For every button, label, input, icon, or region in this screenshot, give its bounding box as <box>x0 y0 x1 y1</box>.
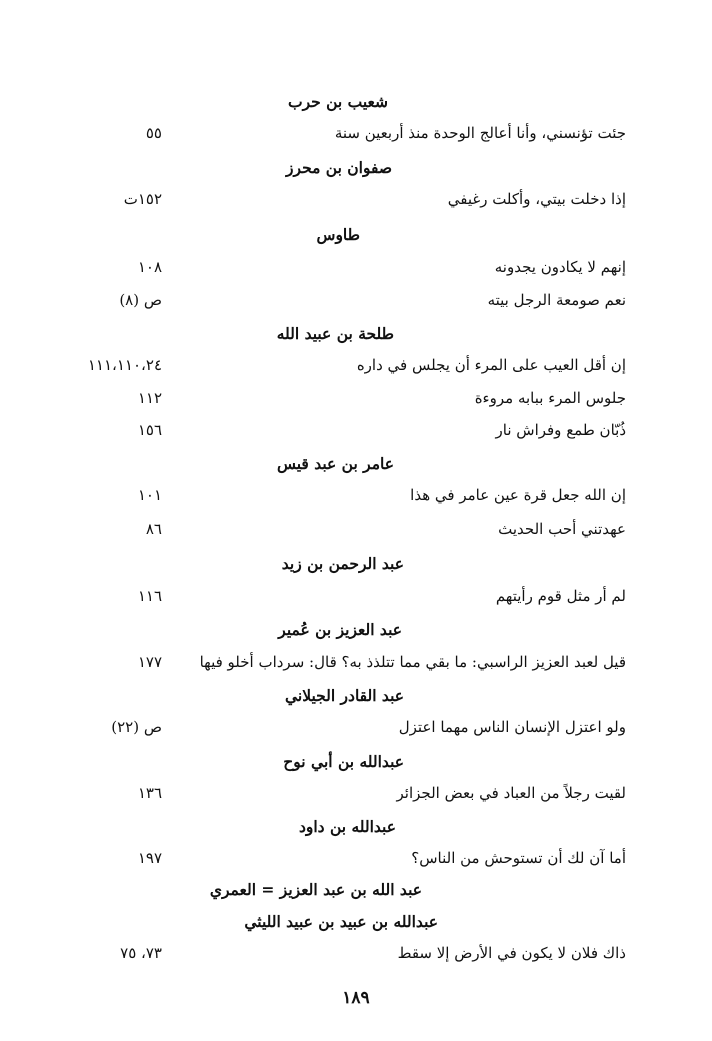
entry-text: جئت تؤنسني، وأنا أعالج الوحدة منذ أربعين سنة <box>334 124 626 142</box>
entry-ref: ١١٢ <box>137 389 162 407</box>
entry-text: ذاك فلان لا يكون في الأرض إلا سقط <box>397 944 626 962</box>
entry-text: ولو اعتزل الإنسان الناس مهما اعتزل <box>398 718 626 736</box>
entry-ref: ١١١،١١٠،٢٤ <box>87 356 162 374</box>
entry-text: ذُبّان طمع وفراش نار <box>495 421 626 439</box>
section-heading: عبد الرحمن بن زيد <box>281 554 404 573</box>
entry-ref: ص (٨) <box>119 291 162 309</box>
entry-text: عهدتني أحب الحديث <box>498 520 626 538</box>
entry-text: نعم صومعة الرجل بيته <box>487 291 626 309</box>
entry-ref: ٥٥ <box>145 124 162 142</box>
section-heading: عبد العزيز بن عُمير <box>278 620 402 639</box>
entry-text: إنهم لا يكادون يجدونه <box>494 258 626 276</box>
entry-text: لم أر مثل قوم رأيتهم <box>495 587 626 605</box>
entry-ref: ١٣٦ <box>137 784 162 802</box>
section-heading: عبد القادر الجيلاني <box>284 686 404 705</box>
entry-text: إن أقل العيب على المرء أن يجلس في داره <box>356 356 626 374</box>
section-heading: صفوان بن محرز <box>286 158 392 177</box>
entry-ref: ٧٣، ٧٥ <box>120 944 162 962</box>
section-heading: عامر بن عبد قيس <box>276 454 394 473</box>
entry-text: قيل لعبد العزيز الراسبي: ما بقي مما تتلذذ به؟ قال: سرداب أخلو فيها <box>199 653 626 671</box>
entry-text: جلوس المرء ببابه مروءة <box>474 389 626 407</box>
entry-ref: ص (٢٢) <box>111 718 162 736</box>
entry-ref: ١٧٧ <box>137 653 162 671</box>
entry-ref: ١١٦ <box>137 587 162 605</box>
entry-ref: ١٠٨ <box>137 258 162 276</box>
section-heading: عبدالله بن عبيد بن عبيد الليثي <box>244 912 438 931</box>
entry-ref: ٨٦ <box>145 520 162 538</box>
page-number: ١٨٩ <box>342 988 370 1008</box>
entry-ref: ١٥٢ت <box>123 190 162 208</box>
section-heading: شعيب بن حرب <box>288 92 388 111</box>
section-heading: عبدالله بن أبي نوح <box>283 752 404 771</box>
entry-text: إن الله جعل قرة عين عامر في هذا <box>410 486 626 504</box>
entry-text: إذا دخلت بيتي، وأكلت رغيفي <box>447 190 626 208</box>
entry-text: لقيت رجلاً من العباد في بعض الجزائر <box>396 784 626 802</box>
entry-text: أما آن لك أن تستوحش من الناس؟ <box>411 849 626 867</box>
entry-ref: ١٥٦ <box>137 421 162 439</box>
section-heading: عبدالله بن داود <box>298 817 396 836</box>
entry-ref: ١٩٧ <box>137 849 162 867</box>
section-heading: طاوس <box>316 225 360 244</box>
section-heading: طلحة بن عبيد الله <box>276 324 394 343</box>
section-heading: عبد الله بن عبد العزيز = العمري <box>209 880 422 899</box>
entry-ref: ١٠١ <box>137 486 162 504</box>
